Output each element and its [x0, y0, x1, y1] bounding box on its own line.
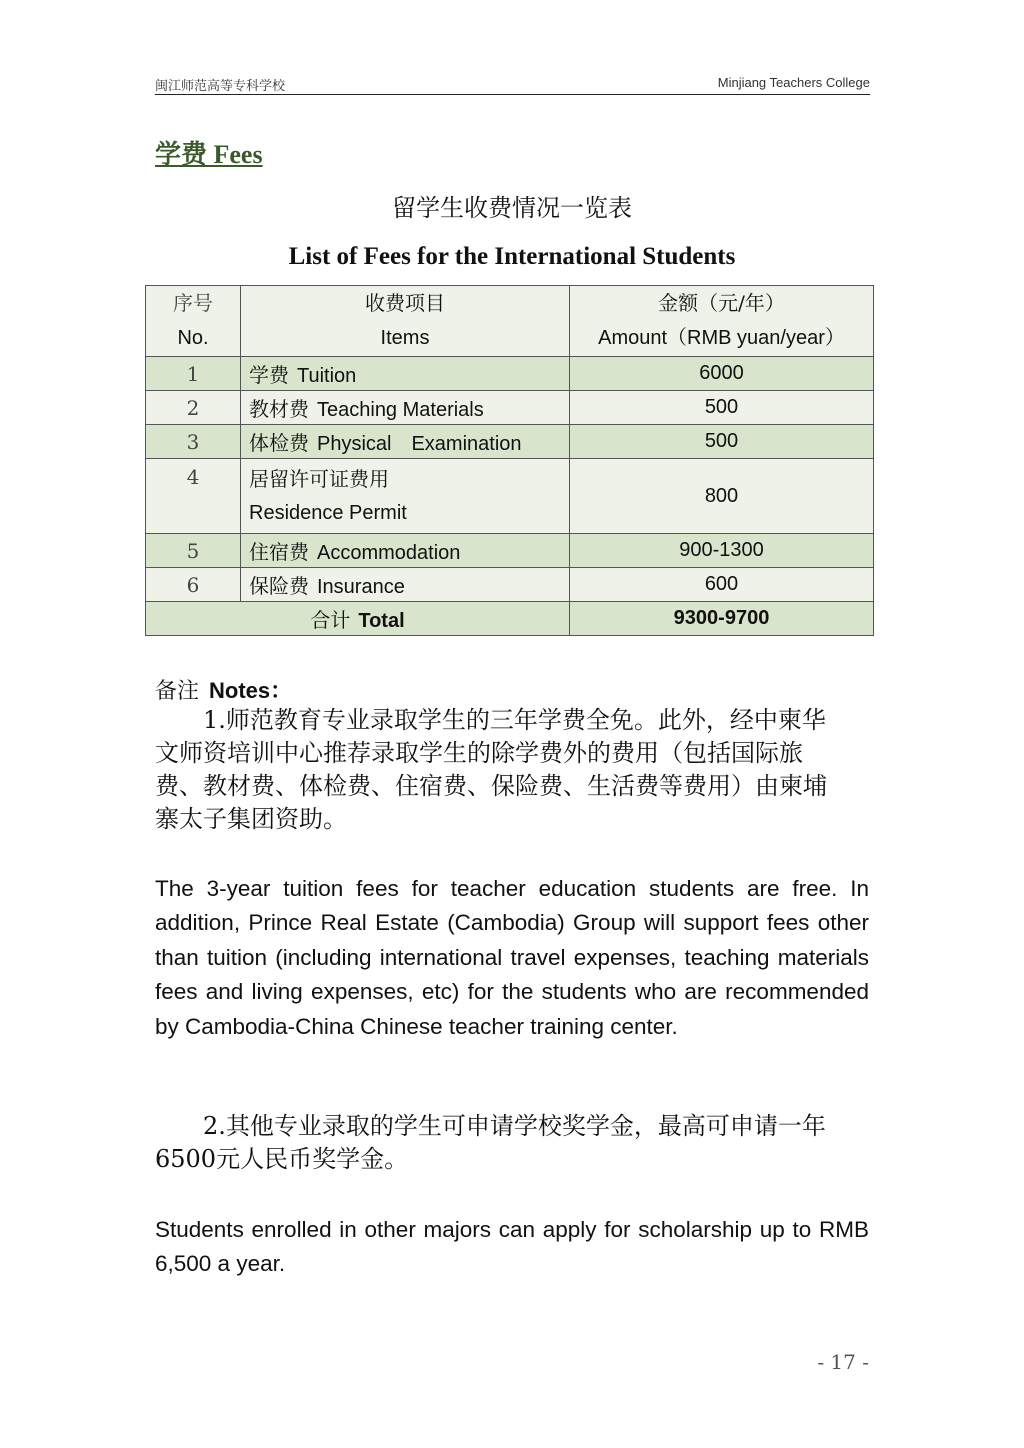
notes-label [155, 674, 292, 705]
row-item-cn: 住宿费 [249, 540, 309, 564]
notes-label-cn: 备注 [155, 679, 200, 704]
row-no: 5 [146, 534, 241, 568]
header-no-en: No. [177, 327, 209, 349]
row-amount: 500 [570, 391, 874, 425]
row-amount: 800 [570, 459, 874, 534]
header-amount-en: Amount（RMB yuan/year） [598, 327, 845, 349]
total-label [146, 602, 570, 636]
note-1-en: The 3-year tuition fees for teacher education students are free. In addition, Prince Real Estate (Cambodia) Group will support fees other than tuition (including international travel expenses, teaching materials fees and living expenses, etc) for the students who are recommended by Cambodia-China Chinese teacher training center. [155, 876, 869, 1039]
header-amount-cn: 金额（元/年） [658, 291, 785, 315]
header-items-cn: 收费项目 [365, 291, 445, 315]
header-school-name-en: Minjiang Teachers College [717, 75, 870, 90]
fees-table [145, 285, 874, 636]
row-item-cn: 居留许可证费用 [249, 467, 389, 491]
note-2-en: Students enrolled in other majors can apply for scholarship up to RMB 6,500 a year. [155, 1217, 869, 1277]
row-item-en: Residence Permit [249, 502, 407, 524]
note-2-cn: 2.其他专业录取的学生可申请学校奖学金，最高可申请一年6500元人民币奖学金。 [155, 1112, 826, 1173]
header-no-cn: 序号 [173, 291, 213, 315]
table-total-row [146, 602, 874, 636]
row-item-cn: 教材费 [249, 397, 309, 421]
note-1-cn: 1.师范教育专业录取学生的三年学费全免。此外，经中柬华文师资培训中心推荐录取学生的除学费外的费用（包括国际旅费、教材费、体检费、住宿费、保险费、生活费等费用）由柬埔寨太子集团资助。 [155, 706, 827, 833]
total-label-cn: 合计 [310, 608, 351, 632]
row-item [241, 534, 570, 568]
notes-label-en: Notes： [209, 678, 293, 703]
header-items [241, 286, 570, 357]
row-item-cn: 学费 [249, 363, 289, 387]
row-item [241, 391, 570, 425]
row-no: 4 [146, 459, 241, 534]
header-school-name-cn: 闽江师范高等专科学校 [155, 78, 286, 93]
total-label-en: Total [358, 610, 405, 632]
table-header-row [146, 286, 874, 357]
page-header [155, 72, 870, 95]
row-item-en: Physical Examination [317, 433, 522, 455]
table-title-cn: 留学生收费情况一览表 [392, 194, 632, 222]
row-item-en: Accommodation [317, 542, 461, 564]
table-row [146, 534, 874, 568]
table-title-en: List of Fees for the International Students [288, 243, 736, 270]
row-no: 6 [146, 568, 241, 602]
header-no [146, 286, 241, 357]
section-title: 学费 Fees [155, 140, 263, 169]
row-no: 3 [146, 425, 241, 459]
row-no: 1 [146, 357, 241, 391]
row-item [241, 459, 570, 534]
row-no: 2 [146, 391, 241, 425]
row-item-cn: 保险费 [249, 574, 309, 598]
row-item-cn: 体检费 [249, 431, 309, 455]
table-row [146, 425, 874, 459]
row-amount: 6000 [570, 357, 874, 391]
header-items-en: Items [380, 327, 430, 349]
table-row [146, 391, 874, 425]
table-row [146, 459, 874, 534]
row-item-en: Teaching Materials [317, 399, 484, 421]
row-item [241, 357, 570, 391]
row-item [241, 568, 570, 602]
total-amount: 9300-9700 [570, 602, 874, 636]
header-amount [570, 286, 874, 357]
page-number: - 17 - [817, 1350, 869, 1374]
row-amount: 500 [570, 425, 874, 459]
row-amount: 600 [570, 568, 874, 602]
row-item-en: Tuition [297, 365, 357, 387]
table-row [146, 568, 874, 602]
row-item [241, 425, 570, 459]
row-item-en: Insurance [317, 576, 405, 598]
row-amount: 900-1300 [570, 534, 874, 568]
table-row [146, 357, 874, 391]
